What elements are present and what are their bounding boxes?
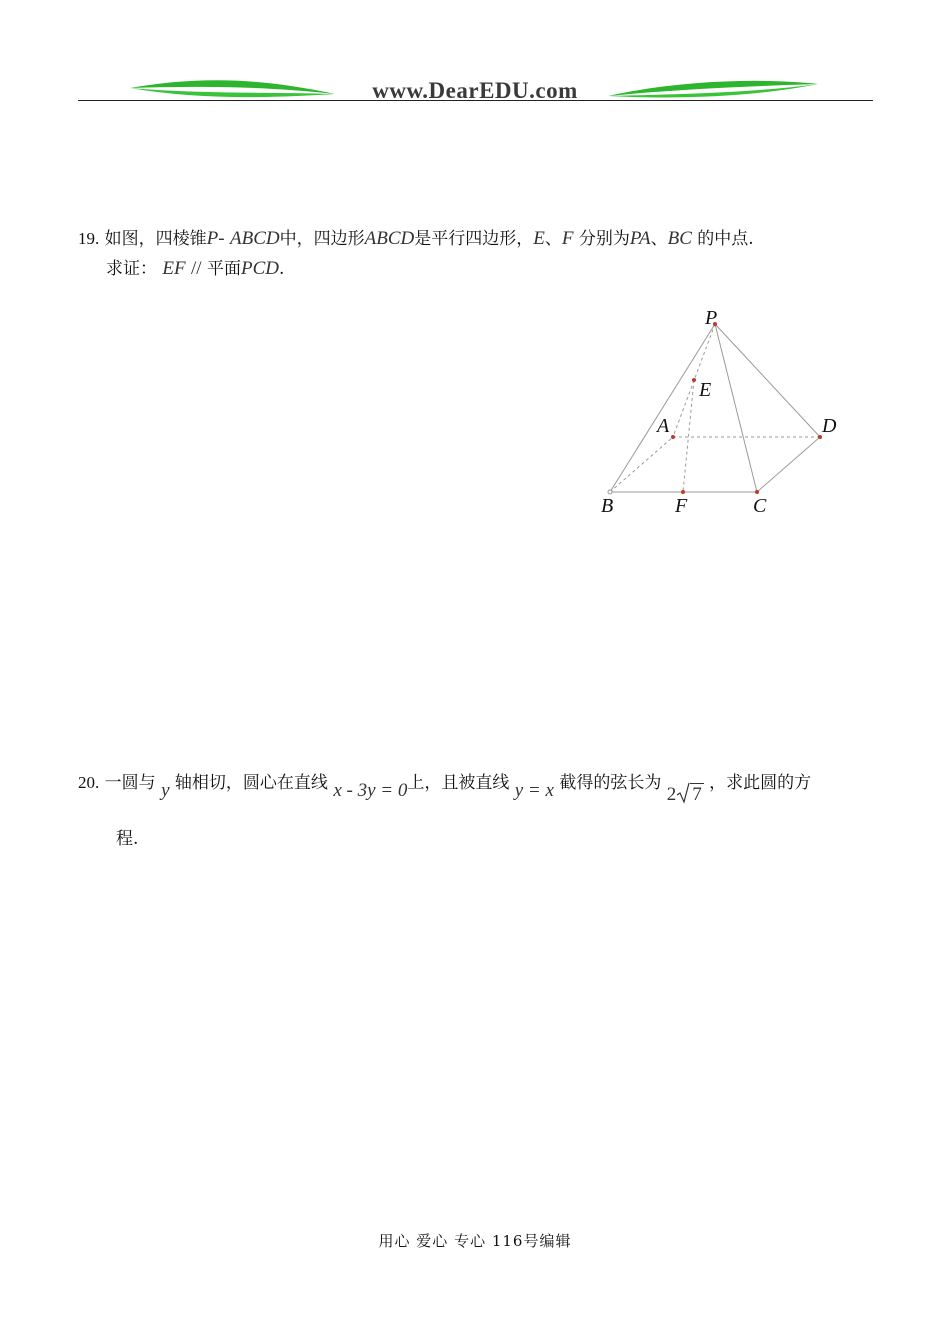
q19-line2 — [106, 254, 284, 284]
label-A: A — [657, 415, 670, 437]
q19-text: 、 — [544, 229, 562, 249]
label-P: P — [705, 307, 718, 329]
q19-line1 — [78, 224, 754, 254]
math-P: P — [206, 228, 219, 249]
math-ABCD: ABCD — [364, 228, 415, 249]
q20-line1 — [78, 768, 812, 805]
sqrt-sign-icon — [676, 782, 690, 804]
site-logo-text: www.DearEDU.com — [372, 78, 578, 103]
q20-text: ，求此圆的方 — [709, 773, 812, 793]
q20-text: 程. — [116, 829, 139, 849]
q19-text: 平面 — [207, 259, 241, 279]
q19-text: 分别为 — [578, 229, 630, 249]
label-F: F — [675, 495, 688, 515]
math-E: E — [533, 228, 545, 249]
label-C: C — [753, 495, 767, 515]
pyramid-figure — [595, 300, 855, 519]
math-two-root-seven — [667, 780, 704, 810]
q19-text: 中，四边形 — [279, 229, 365, 249]
q19-number: 19. — [78, 229, 100, 248]
math-parallel: // — [191, 258, 202, 279]
math-PCD: PCD — [241, 258, 279, 279]
page-footer: 用心 爱心 专心 116号编辑 — [378, 1232, 572, 1250]
q20-text: 轴相切，圆心在直线 — [174, 773, 328, 793]
math-y: y — [161, 780, 170, 801]
q19-text: 如图，四棱锥 — [104, 229, 207, 249]
q20-text: 上，且被直线 — [407, 773, 510, 793]
q20-number: 20. — [78, 773, 100, 792]
math-F: F — [561, 228, 574, 249]
math-dash: - — [218, 228, 225, 249]
header-rule — [78, 100, 873, 101]
q20-text: 截得的弦长为 — [559, 773, 662, 793]
q19-text: 的中点. — [697, 229, 754, 249]
label-D: D — [822, 415, 837, 437]
q20-line2 — [116, 824, 138, 854]
site-header — [0, 72, 950, 108]
q19-text: . — [279, 259, 285, 279]
math-coef: 2 — [666, 784, 677, 805]
math-BC: BC — [667, 228, 692, 249]
pyramid-diagram — [595, 300, 855, 515]
q20-text: 一圆与 — [104, 773, 156, 793]
math-line-equation: x - 3y = 0 — [333, 780, 408, 801]
math-EF: EF — [162, 258, 186, 279]
q19-text: 、 — [650, 229, 668, 249]
math-PA: PA — [629, 228, 651, 249]
label-B: B — [601, 495, 614, 515]
math-line-y-equals-x: y = x — [514, 780, 554, 801]
q19-text: 是平行四边形， — [414, 229, 534, 249]
math-radicand: 7 — [692, 784, 702, 805]
math-ABCD: ABCD — [230, 228, 280, 249]
q19-text: 求证： — [106, 259, 157, 279]
label-E: E — [699, 379, 712, 401]
